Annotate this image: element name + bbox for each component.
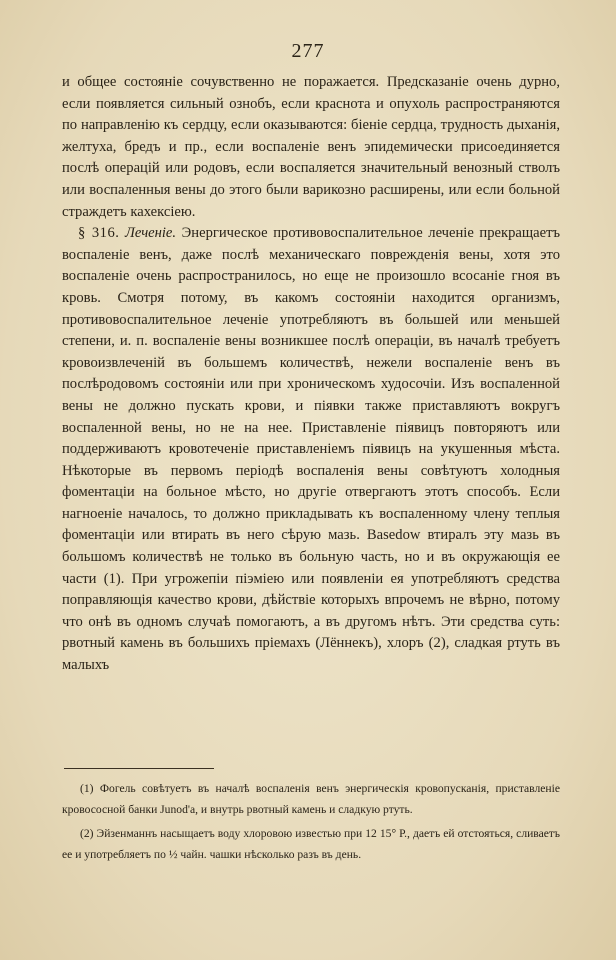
main-text <box>62 72 560 677</box>
footnote-1: (1) Фогель совѣтуетъ въ началѣ воспаленія венъ энергическія кровопусканія, приставленіе кровососной банки Junod'а, и внутрь рвотный камень и сладкую ртуть. <box>62 782 560 816</box>
footnote-divider <box>64 768 214 769</box>
page-number: 277 <box>291 40 325 62</box>
section-text: Энергическое противовоспалительное леченіе прекращаетъ воспаленіе венъ, даже послѣ механическаго поврежденія вены, хотя это воспаленіе очень распространилось, но еще не произошло всосаніе гноя въ кровь. Смотря потому, въ какомъ состояніи находится организмъ, противовоспалительное леченіе употребляютъ въ большей или меньшей степени, и. п. воспаленіе вены возникшее послѣ операціи, въ началѣ требуетъ кровоизвлеченій въ большемъ количествѣ, нежели воспаленіе венъ въ послѣродовомъ состояніи или при хроническомъ худосочіи. Изъ воспаленной вены не должно пускать крови, и піявки также приставляютъ вокругъ воспаленной вены, но не на нее. Приставленіе піявицъ повторяютъ или поддерживаютъ кровотеченіе приставленіемъ піявицъ на укушенныя мѣста. Нѣкоторые въ первомъ періодѣ воспаленія вены совѣтуютъ холодныя фоментаціи на больное мѣсто, но другіе отвергаютъ этотъ способъ. Если нагноеніе началось, то должно прикладывать къ воспаленному члену теплыя фоментаціи или втирать въ него сѣрую мазь. Basedow втиралъ эту мазь въ большомъ количествѣ не только въ больную часть, но и въ окружающія ее части (1). При угрожепіи піэміею или появленіи ея употребляютъ средства поправляющія качество крови, дѣйствіе которыхъ впрочемъ не вѣрно, потому что онѣ въ одномъ случаѣ помогаютъ, а въ другомъ нѣтъ. Эти средства суть: рвотный камень въ большихъ пріемахъ (Лённекъ), хлоръ (2), сладкая ртуть въ малыхъ <box>62 225 560 674</box>
paragraph-continuation: и общее состояніе сочувственно не поражается. Предсказаніе очень дурно, если появляется сильный ознобъ, если краснота и опухоль распространяются по направленію къ сердцу, если оказываются: біеніе сердца, трудность дыханія, желтуха, бредъ и пр., если воспаленіе венъ эпидемически присоединяется послѣ операцій или родовъ, если воспаляется значительный венозный стволъ или воспаленныя вены до этого были варикозно расширены, или если больной страждетъ кахексіею. <box>62 74 560 220</box>
section-title: Леченіе. <box>125 225 177 242</box>
footnotes <box>62 778 560 868</box>
section-mark: § 316. <box>78 225 120 242</box>
section-paragraph <box>62 223 560 676</box>
footnote-2: (2) Эйзенманнъ насыщаетъ воду хлоровою известью при 12 15° Р., даетъ ей отстояться, сливаетъ ее и употребляетъ по ½ чайн. чашки нѣсколько разъ въ день. <box>62 827 560 861</box>
